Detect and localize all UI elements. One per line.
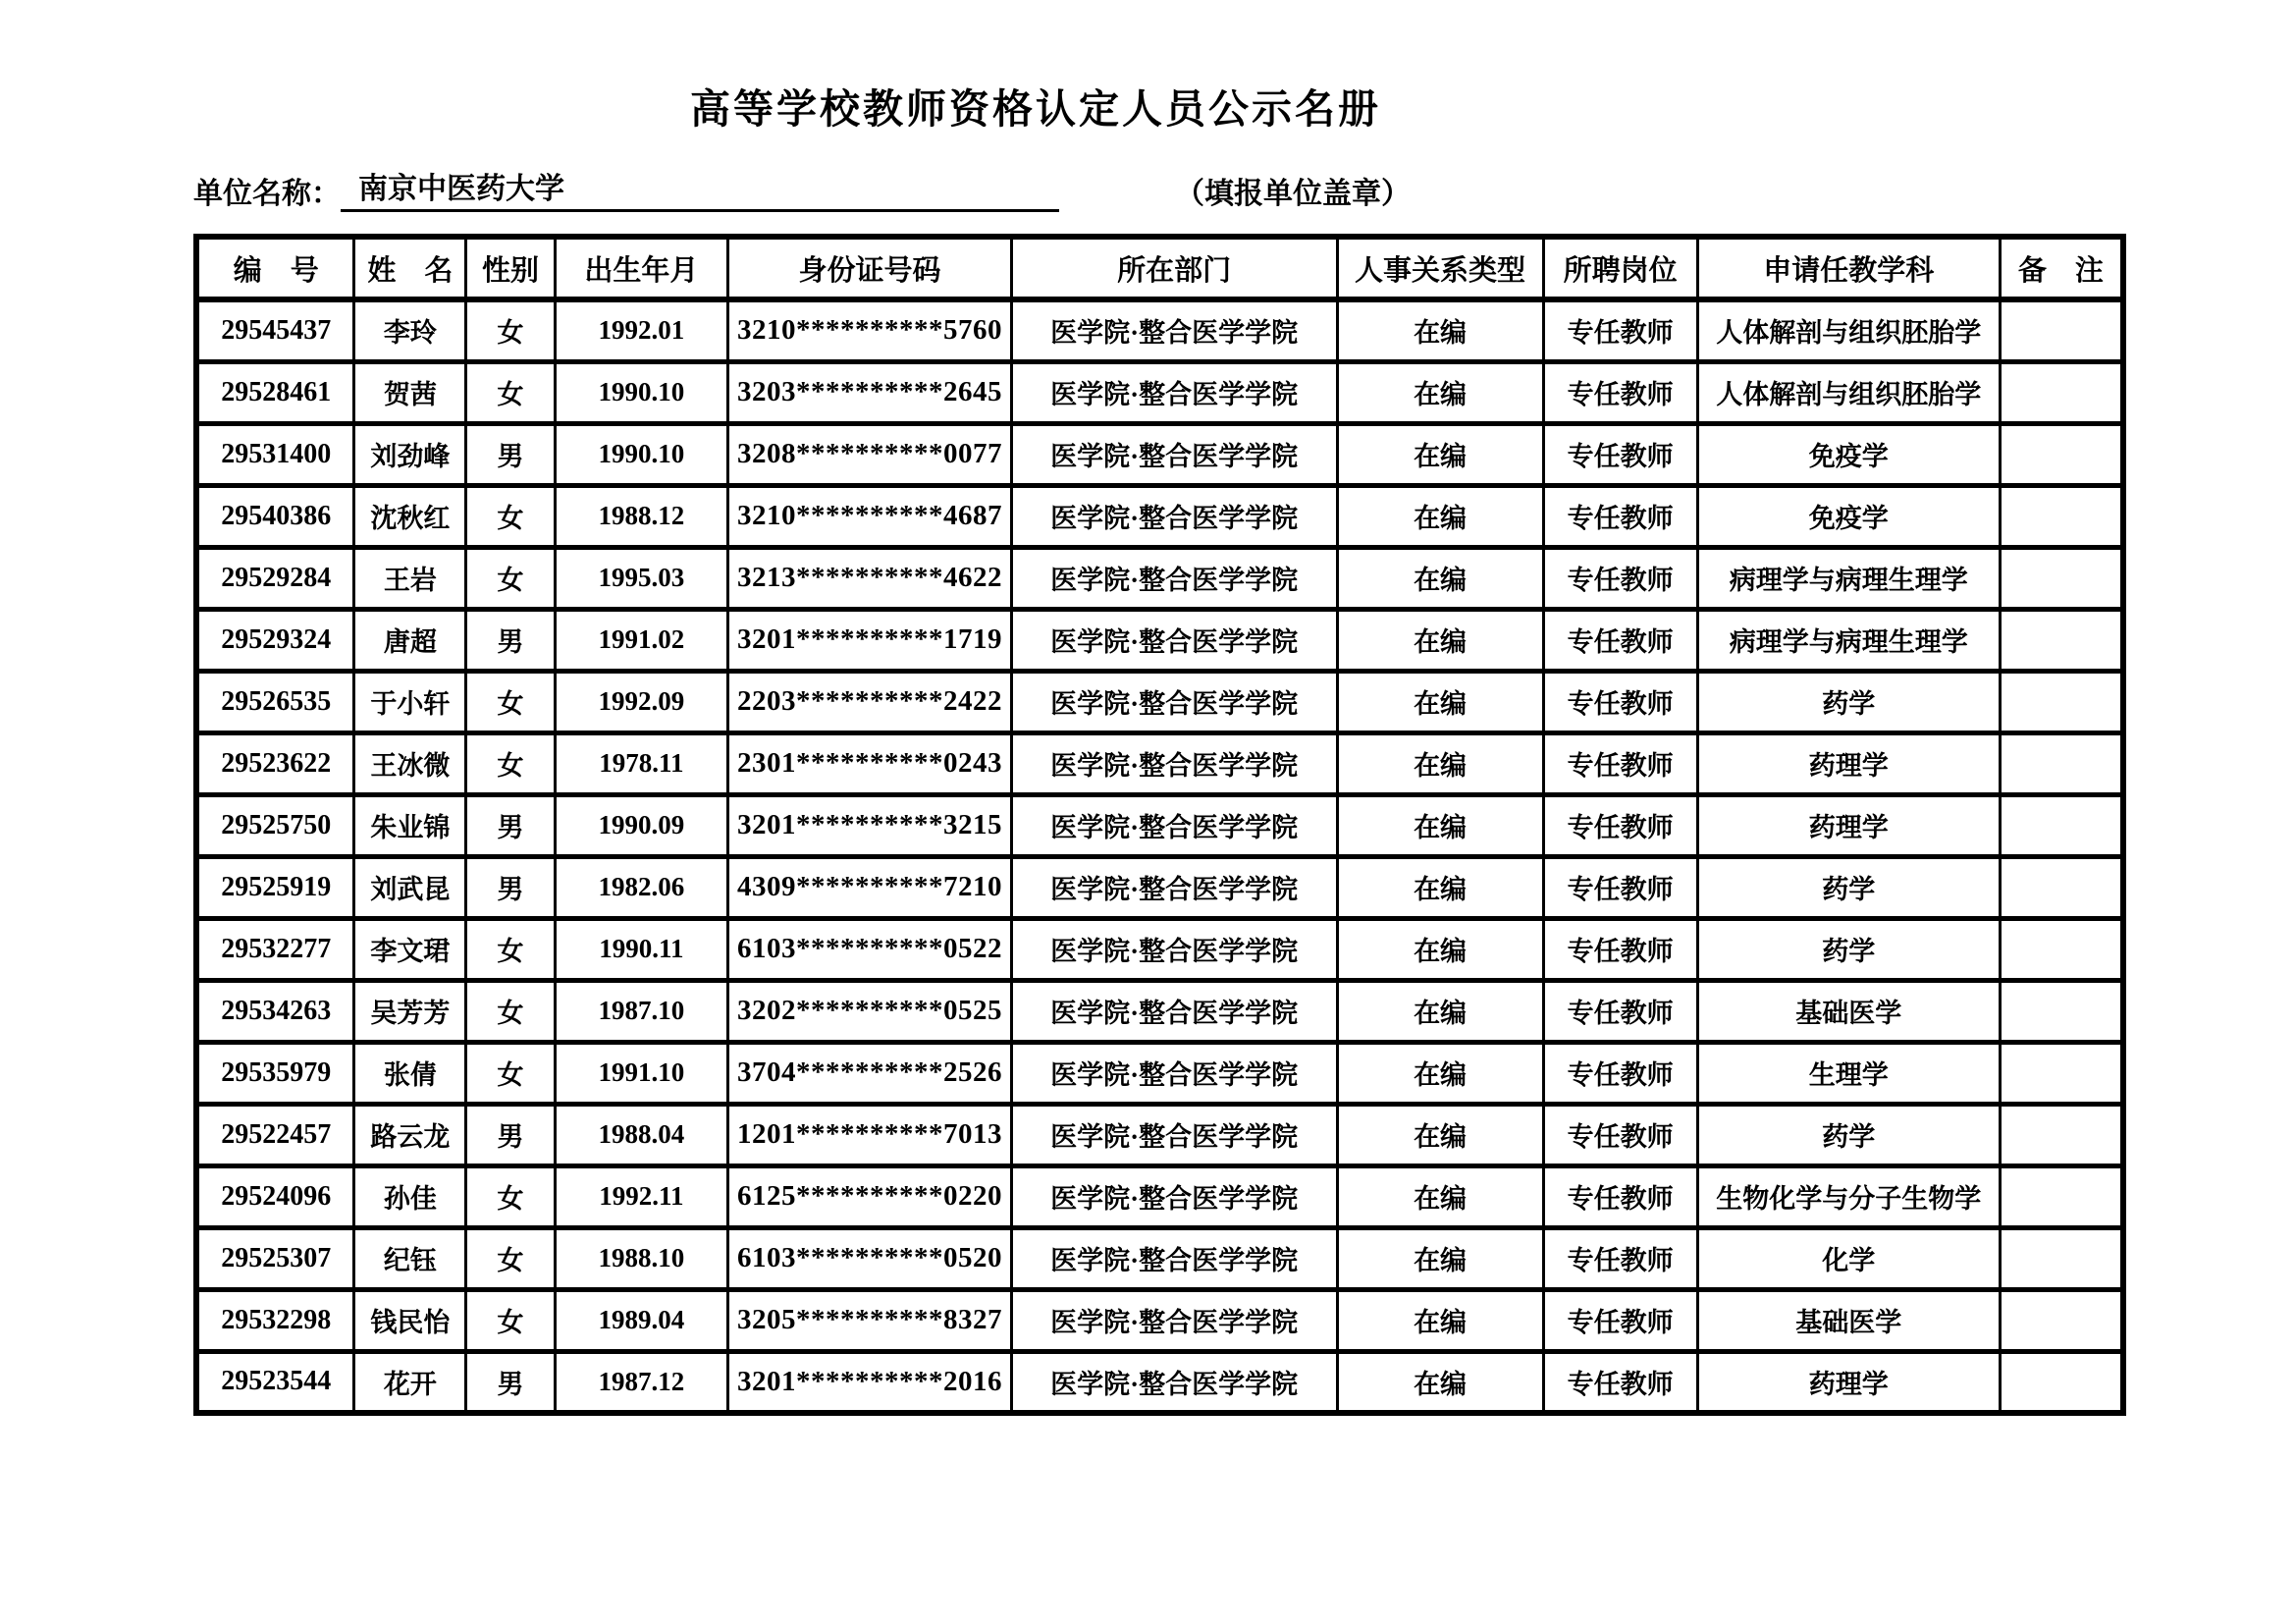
table-cell [2000, 1165, 2123, 1227]
table-cell: 3213**********4622 [728, 547, 1012, 609]
table-cell: 男 [466, 609, 555, 671]
column-header: 所在部门 [1011, 237, 1337, 299]
table-cell: 花开 [354, 1351, 466, 1413]
table-cell [2000, 1227, 2123, 1289]
unit-info-row [193, 164, 2126, 212]
table-cell: 女 [466, 1165, 555, 1227]
table-cell: 6125**********0220 [728, 1165, 1012, 1227]
table-cell: 1978.11 [555, 732, 728, 794]
table-cell: 2301**********0243 [728, 732, 1012, 794]
table-cell: 在编 [1337, 794, 1543, 856]
table-cell: 专任教师 [1543, 547, 1697, 609]
table-cell: 29522457 [196, 1104, 354, 1165]
table-cell: 医学院·整合医学学院 [1011, 1289, 1337, 1351]
table-cell: 29532298 [196, 1289, 354, 1351]
table-cell: 专任教师 [1543, 1042, 1697, 1104]
table-cell: 男 [466, 856, 555, 918]
table-cell: 女 [466, 299, 555, 361]
table-cell: 在编 [1337, 856, 1543, 918]
table-cell: 朱业锦 [354, 794, 466, 856]
column-header: 出生年月 [555, 237, 728, 299]
table-cell: 29531400 [196, 423, 354, 485]
table-cell: 1988.04 [555, 1104, 728, 1165]
table-cell: 在编 [1337, 1289, 1543, 1351]
table-cell [2000, 1289, 2123, 1351]
table-cell: 医学院·整合医学学院 [1011, 1165, 1337, 1227]
table-row [196, 1042, 2123, 1104]
table-cell: 专任教师 [1543, 1165, 1697, 1227]
table-cell: 医学院·整合医学学院 [1011, 361, 1337, 423]
table-cell [2000, 1351, 2123, 1413]
table-row [196, 423, 2123, 485]
table-cell: 6103**********0522 [728, 918, 1012, 980]
table-cell: 1992.11 [555, 1165, 728, 1227]
table-cell: 3201**********2016 [728, 1351, 1012, 1413]
table-cell: 专任教师 [1543, 609, 1697, 671]
table-cell: 3704**********2526 [728, 1042, 1012, 1104]
table-cell: 医学院·整合医学学院 [1011, 732, 1337, 794]
table-cell: 29545437 [196, 299, 354, 361]
table-row [196, 856, 2123, 918]
column-header: 备 注 [2000, 237, 2123, 299]
table-cell: 男 [466, 1351, 555, 1413]
table-cell: 在编 [1337, 299, 1543, 361]
table-cell: 1987.10 [555, 980, 728, 1042]
table-cell: 免疫学 [1697, 485, 2000, 547]
table-cell: 3210**********4687 [728, 485, 1012, 547]
table-cell: 29528461 [196, 361, 354, 423]
table-cell: 在编 [1337, 547, 1543, 609]
table-cell: 1992.01 [555, 299, 728, 361]
column-header: 性别 [466, 237, 555, 299]
table-cell [2000, 980, 2123, 1042]
table-cell: 专任教师 [1543, 671, 1697, 732]
table-row [196, 918, 2123, 980]
table-cell [2000, 794, 2123, 856]
table-cell: 3203**********2645 [728, 361, 1012, 423]
table-cell: 医学院·整合医学学院 [1011, 671, 1337, 732]
table-cell: 医学院·整合医学学院 [1011, 980, 1337, 1042]
table-cell [2000, 361, 2123, 423]
header-row [196, 237, 2123, 299]
table-cell: 专任教师 [1543, 423, 1697, 485]
table-cell: 药学 [1697, 918, 2000, 980]
table-cell [2000, 299, 2123, 361]
table-cell: 29529324 [196, 609, 354, 671]
table-cell: 医学院·整合医学学院 [1011, 423, 1337, 485]
table-row [196, 980, 2123, 1042]
table-cell: 专任教师 [1543, 1227, 1697, 1289]
table-row [196, 547, 2123, 609]
table-cell: 3208**********0077 [728, 423, 1012, 485]
table-cell: 医学院·整合医学学院 [1011, 609, 1337, 671]
table-cell: 在编 [1337, 980, 1543, 1042]
table-cell: 医学院·整合医学学院 [1011, 1104, 1337, 1165]
table-cell: 病理学与病理生理学 [1697, 547, 2000, 609]
table-cell: 医学院·整合医学学院 [1011, 299, 1337, 361]
unit-name-label: 单位名称： [193, 178, 341, 211]
table-cell [2000, 1104, 2123, 1165]
table-cell: 女 [466, 361, 555, 423]
roster-table [193, 234, 2126, 1416]
column-header: 姓 名 [354, 237, 466, 299]
table-cell: 1991.10 [555, 1042, 728, 1104]
table-row [196, 485, 2123, 547]
table-cell: 在编 [1337, 1165, 1543, 1227]
table-cell: 男 [466, 1104, 555, 1165]
table-cell: 1995.03 [555, 547, 728, 609]
table-cell: 化学 [1697, 1227, 2000, 1289]
column-header: 身份证号码 [728, 237, 1012, 299]
table-cell: 1982.06 [555, 856, 728, 918]
table-cell: 沈秋红 [354, 485, 466, 547]
table-cell: 在编 [1337, 423, 1543, 485]
table-cell: 1990.10 [555, 423, 728, 485]
table-cell: 29525307 [196, 1227, 354, 1289]
table-cell: 医学院·整合医学学院 [1011, 856, 1337, 918]
table-cell: 29523622 [196, 732, 354, 794]
table-cell: 医学院·整合医学学院 [1011, 1351, 1337, 1413]
table-row [196, 1227, 2123, 1289]
table-cell: 专任教师 [1543, 1289, 1697, 1351]
table-row [196, 671, 2123, 732]
table-cell: 在编 [1337, 732, 1543, 794]
table-cell: 王冰微 [354, 732, 466, 794]
table-cell: 29535979 [196, 1042, 354, 1104]
table-cell: 人体解剖与组织胚胎学 [1697, 361, 2000, 423]
table-cell: 医学院·整合医学学院 [1011, 547, 1337, 609]
table-cell: 医学院·整合医学学院 [1011, 1042, 1337, 1104]
table-cell: 29529284 [196, 547, 354, 609]
table-cell: 纪钰 [354, 1227, 466, 1289]
table-row [196, 732, 2123, 794]
table-cell: 4309**********7210 [728, 856, 1012, 918]
table-row [196, 1289, 2123, 1351]
table-row [196, 299, 2123, 361]
table-cell: 1992.09 [555, 671, 728, 732]
table-cell [2000, 1042, 2123, 1104]
table-cell: 专任教师 [1543, 918, 1697, 980]
table-cell: 专任教师 [1543, 1104, 1697, 1165]
table-cell: 3205**********8327 [728, 1289, 1012, 1351]
table-cell: 在编 [1337, 918, 1543, 980]
table-cell: 药学 [1697, 856, 2000, 918]
table-cell: 刘武昆 [354, 856, 466, 918]
table-cell [2000, 609, 2123, 671]
table-cell: 生物化学与分子生物学 [1697, 1165, 2000, 1227]
table-cell: 专任教师 [1543, 856, 1697, 918]
table-cell [2000, 423, 2123, 485]
table-row [196, 794, 2123, 856]
table-cell: 唐超 [354, 609, 466, 671]
page-title: 高等学校教师资格认定人员公示名册 [690, 86, 1381, 132]
table-cell: 3201**********3215 [728, 794, 1012, 856]
table-cell: 在编 [1337, 1104, 1543, 1165]
table-cell: 专任教师 [1543, 485, 1697, 547]
table-cell: 29524096 [196, 1165, 354, 1227]
table-cell: 3210**********5760 [728, 299, 1012, 361]
table-cell: 29523544 [196, 1351, 354, 1413]
table-cell [2000, 547, 2123, 609]
table-cell: 刘劲峰 [354, 423, 466, 485]
table-cell: 29532277 [196, 918, 354, 980]
table-cell: 在编 [1337, 1042, 1543, 1104]
table-cell: 女 [466, 980, 555, 1042]
table-cell: 29525750 [196, 794, 354, 856]
table-cell: 专任教师 [1543, 299, 1697, 361]
table-cell [2000, 485, 2123, 547]
table-cell: 专任教师 [1543, 732, 1697, 794]
table-cell: 医学院·整合医学学院 [1011, 1227, 1337, 1289]
table-cell: 专任教师 [1543, 980, 1697, 1042]
table-cell: 女 [466, 671, 555, 732]
table-cell: 药理学 [1697, 794, 2000, 856]
table-cell: 医学院·整合医学学院 [1011, 918, 1337, 980]
table-cell: 王岩 [354, 547, 466, 609]
table-cell [2000, 732, 2123, 794]
table-cell: 1990.11 [555, 918, 728, 980]
table-cell: 29526535 [196, 671, 354, 732]
table-cell [2000, 918, 2123, 980]
table-cell: 专任教师 [1543, 794, 1697, 856]
table-cell: 男 [466, 423, 555, 485]
table-cell: 2203**********2422 [728, 671, 1012, 732]
table-cell: 在编 [1337, 609, 1543, 671]
table-cell: 于小轩 [354, 671, 466, 732]
table-cell: 药理学 [1697, 1351, 2000, 1413]
table-cell: 医学院·整合医学学院 [1011, 485, 1337, 547]
table-cell: 张倩 [354, 1042, 466, 1104]
table-cell: 1990.10 [555, 361, 728, 423]
table-cell: 女 [466, 732, 555, 794]
table-cell: 在编 [1337, 671, 1543, 732]
table-cell: 专任教师 [1543, 1351, 1697, 1413]
table-cell: 女 [466, 1289, 555, 1351]
table-cell: 1988.12 [555, 485, 728, 547]
table-cell: 路云龙 [354, 1104, 466, 1165]
table-cell [2000, 671, 2123, 732]
table-cell [2000, 856, 2123, 918]
table-cell: 基础医学 [1697, 980, 2000, 1042]
table-cell: 1987.12 [555, 1351, 728, 1413]
table-cell: 在编 [1337, 361, 1543, 423]
table-cell: 吴芳芳 [354, 980, 466, 1042]
column-header: 申请任教学科 [1697, 237, 2000, 299]
table-cell: 1991.02 [555, 609, 728, 671]
table-cell: 3201**********1719 [728, 609, 1012, 671]
table-cell: 药学 [1697, 671, 2000, 732]
column-header: 编 号 [196, 237, 354, 299]
table-cell: 专任教师 [1543, 361, 1697, 423]
table-cell: 贺茜 [354, 361, 466, 423]
table-cell: 1988.10 [555, 1227, 728, 1289]
table-cell: 李玲 [354, 299, 466, 361]
table-cell: 女 [466, 1227, 555, 1289]
table-cell: 1201**********7013 [728, 1104, 1012, 1165]
table-cell: 李文珺 [354, 918, 466, 980]
table-cell: 人体解剖与组织胚胎学 [1697, 299, 2000, 361]
table-row [196, 1104, 2123, 1165]
table-cell: 药学 [1697, 1104, 2000, 1165]
table-cell: 3202**********0525 [728, 980, 1012, 1042]
table-row [196, 1351, 2123, 1413]
table-cell: 生理学 [1697, 1042, 2000, 1104]
table-cell: 29525919 [196, 856, 354, 918]
table-cell: 29534263 [196, 980, 354, 1042]
table-cell: 医学院·整合医学学院 [1011, 794, 1337, 856]
table-cell: 孙佳 [354, 1165, 466, 1227]
table-row [196, 1165, 2123, 1227]
table-cell: 在编 [1337, 1351, 1543, 1413]
table-cell: 女 [466, 1042, 555, 1104]
table-cell: 病理学与病理生理学 [1697, 609, 2000, 671]
table-cell: 药理学 [1697, 732, 2000, 794]
table-cell: 钱民怡 [354, 1289, 466, 1351]
table-cell: 在编 [1337, 1227, 1543, 1289]
table-cell: 免疫学 [1697, 423, 2000, 485]
stamp-note: （填报单位盖章） [1175, 178, 1411, 211]
table-row [196, 609, 2123, 671]
table-cell: 1989.04 [555, 1289, 728, 1351]
column-header: 人事关系类型 [1337, 237, 1543, 299]
table-cell: 女 [466, 485, 555, 547]
unit-name-value: 南京中医药大学 [341, 164, 1059, 212]
column-header: 所聘岗位 [1543, 237, 1697, 299]
table-cell: 在编 [1337, 485, 1543, 547]
table-cell: 1990.09 [555, 794, 728, 856]
table-cell: 女 [466, 918, 555, 980]
table-row [196, 361, 2123, 423]
table-cell: 男 [466, 794, 555, 856]
table-cell: 女 [466, 547, 555, 609]
table-cell: 29540386 [196, 485, 354, 547]
table-cell: 6103**********0520 [728, 1227, 1012, 1289]
table-cell: 基础医学 [1697, 1289, 2000, 1351]
